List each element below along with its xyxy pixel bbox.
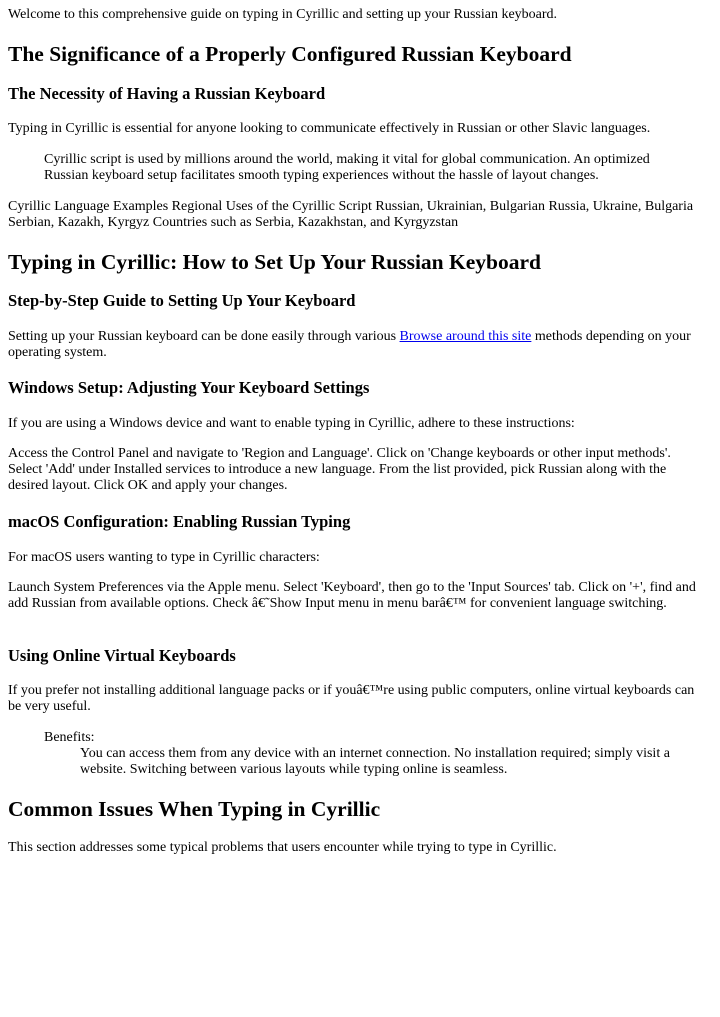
benefits-label: Benefits: [44,730,95,745]
virtual-keyboards-paragraph: If you prefer not installing additional language packs or if youâ€™re using public computers, online virtual keyboards can be very useful. [8,683,695,714]
macos-steps-paragraph: Launch System Preferences via the Apple menu. Select 'Keyboard', then go to the 'Input Sources' tab. Click on '+', find and add Russian from available options. Check â€˜Show Input menu in menu barâ€™ for convenient language switching. [8,580,696,611]
benefits-text: You can access them from any device with an internet connection. No installation required; simply visit a website. Switching between various layouts while typing online is seamless. [80,746,670,777]
windows-steps-paragraph: Access the Control Panel and navigate to 'Region and Language'. Click on 'Change keyboards or other input methods'. Select 'Add' under Installed services to introduce a new language. From the list provided, pick Russian along with the desired layout. Click OK and apply your changes. [8,446,671,493]
cyrillic-quote: Cyrillic script is used by millions around the world, making it vital for global communication. An optimized Russian keyboard setup facilitates smooth typing experiences without the hassle of layout changes. [44,152,650,183]
necessity-paragraph: Typing in Cyrillic is essential for anyone looking to communicate effectively in Russian or other Slavic languages. [8,121,651,136]
windows-intro-paragraph: If you are using a Windows device and want to enable typing in Cyrillic, adhere to these instructions: [8,416,575,431]
common-issues-paragraph: This section addresses some typical problems that users encounter while trying to type in Cyrillic. [8,840,557,855]
subheading-windows-setup: Windows Setup: Adjusting Your Keyboard Settings [8,378,370,397]
cyrillic-usage-table-text: Cyrillic Language Examples Regional Uses of the Cyrillic Script Russian, Ukrainian, Bulgarian Russia, Ukraine, Bulgaria Serbian, Kazakh, Kyrgyz Countries such as Serbia, Kazakhstan, and Kyrgyzstan [8,199,694,230]
subheading-macos-configuration: macOS Configuration: Enabling Russian Typing [8,512,351,531]
guide-paragraph [8,329,708,361]
subheading-necessity: The Necessity of Having a Russian Keyboard [8,84,326,103]
guide-text-after: methods depending on your operating system. [8,329,691,360]
guide-text-before: Setting up your Russian keyboard can be done easily through various [8,329,400,344]
intro-paragraph: Welcome to this comprehensive guide on typing in Cyrillic and setting up your Russian keyboard. [8,7,558,22]
section-heading-significance: The Significance of a Properly Configured Russian Keyboard [8,42,572,66]
macos-intro-paragraph: For macOS users wanting to type in Cyrillic characters: [8,550,320,565]
subheading-virtual-keyboards: Using Online Virtual Keyboards [8,646,236,665]
browse-site-link[interactable]: Browse around this site [399,329,532,344]
subheading-step-by-step: Step-by-Step Guide to Setting Up Your Keyboard [8,291,356,310]
section-heading-typing-setup: Typing in Cyrillic: How to Set Up Your Russian Keyboard [8,250,541,274]
section-heading-common-issues: Common Issues When Typing in Cyrillic [8,797,381,821]
